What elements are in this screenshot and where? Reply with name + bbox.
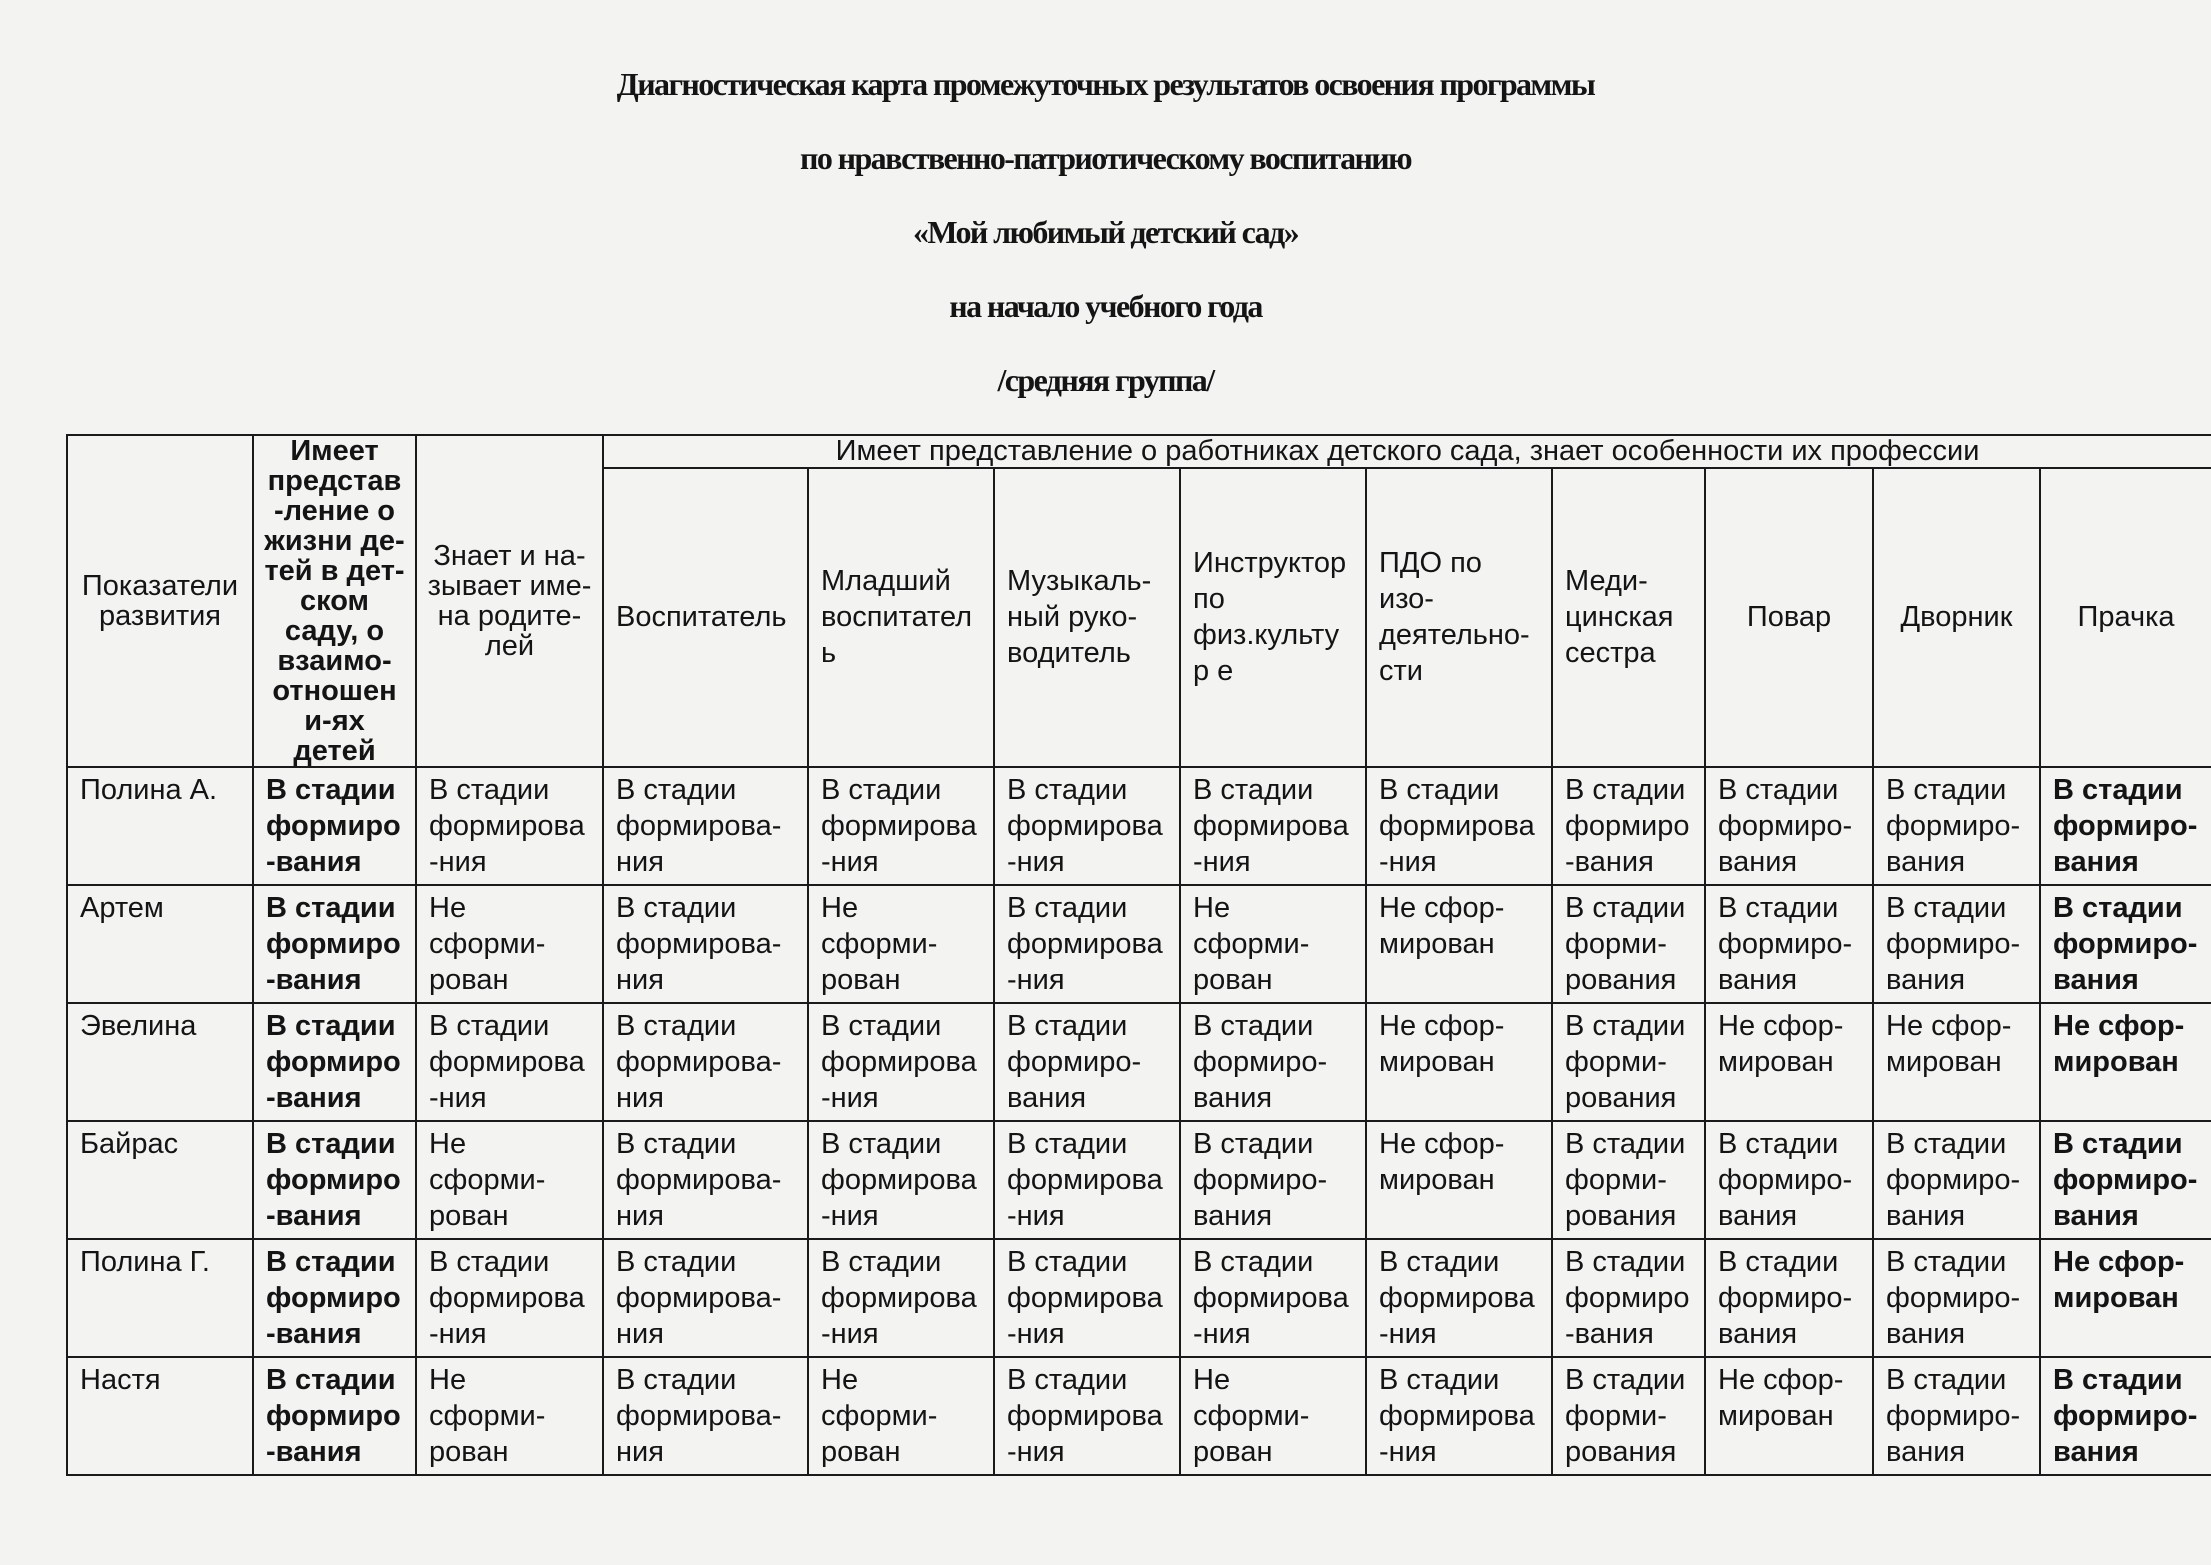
cell-nurse: В стадии форми-рования [1552, 1357, 1705, 1475]
cell-junior-educator: Не сформи-рован [808, 885, 994, 1003]
cell-life: В стадии формиро-вания [253, 1239, 416, 1357]
title-line-5: /средняя группа/ [997, 362, 1214, 398]
cell-parents: Не сформи-рован [416, 1357, 603, 1475]
cell-music-director: В стадии формирова-ния [994, 1357, 1180, 1475]
cell-laundress: В стадии формиро-вания [2040, 767, 2211, 885]
child-name: Настя [67, 1357, 253, 1475]
header-worker-educator: Воспитатель [603, 468, 808, 767]
header-worker-music-director: Музыкаль-ный руко-водитель [994, 468, 1180, 767]
cell-janitor: В стадии формиро-вания [1873, 1121, 2040, 1239]
cell-junior-educator: В стадии формирова-ния [808, 1003, 994, 1121]
cell-parents: В стадии формирова-ния [416, 1003, 603, 1121]
document-title [0, 58, 2211, 428]
header-life-of-children: Имеет представ-ление о жизни де-тей в дет-ском саду, о взаимо-отношени-ях детей [253, 435, 416, 767]
table-row [67, 1121, 2211, 1239]
header-parent-names: Знает и на-зывает име-на родите-лей [416, 435, 603, 767]
cell-parents: В стадии формирова-ния [416, 767, 603, 885]
header-indicators: Показатели развития [67, 435, 253, 767]
cell-educator: В стадии формирова-ния [603, 885, 808, 1003]
cell-life: В стадии формиро-вания [253, 1357, 416, 1475]
cell-laundress: В стадии формиро-вания [2040, 1357, 2211, 1475]
cell-junior-educator: Не сформи-рован [808, 1357, 994, 1475]
cell-junior-educator: В стадии формирова-ния [808, 767, 994, 885]
cell-art-teacher: Не сфор-мирован [1366, 885, 1552, 1003]
cell-nurse: В стадии формиро-вания [1552, 767, 1705, 885]
cell-life: В стадии формиро-вания [253, 767, 416, 885]
header-workers-group: Имеет представление о работниках детского сада, знает особенности их профессии [603, 435, 2211, 468]
header-worker-nurse: Меди-цинская сестра [1552, 468, 1705, 767]
cell-pe-instructor: В стадии формиро-вания [1180, 1121, 1366, 1239]
cell-junior-educator: В стадии формирова-ния [808, 1239, 994, 1357]
cell-life: В стадии формиро-вания [253, 1003, 416, 1121]
cell-nurse: В стадии формиро-вания [1552, 1239, 1705, 1357]
title-line-3: «Мой любимый детский сад» [912, 214, 1299, 250]
cell-laundress: Не сфор-мирован [2040, 1003, 2211, 1121]
cell-pe-instructor: Не сформи-рован [1180, 885, 1366, 1003]
header-worker-janitor: Дворник [1873, 468, 2040, 767]
child-name: Артем [67, 885, 253, 1003]
cell-junior-educator: В стадии формирова-ния [808, 1121, 994, 1239]
cell-educator: В стадии формирова-ния [603, 1003, 808, 1121]
cell-janitor: В стадии формиро-вания [1873, 767, 2040, 885]
cell-laundress: Не сфор-мирован [2040, 1239, 2211, 1357]
cell-laundress: В стадии формиро-вания [2040, 1121, 2211, 1239]
table-row [67, 1357, 2211, 1475]
cell-educator: В стадии формирова-ния [603, 767, 808, 885]
cell-janitor: Не сфор-мирован [1873, 1003, 2040, 1121]
child-name: Эвелина [67, 1003, 253, 1121]
cell-art-teacher: Не сфор-мирован [1366, 1121, 1552, 1239]
cell-music-director: В стадии формирова-ния [994, 1121, 1180, 1239]
cell-music-director: В стадии формиро-вания [994, 1003, 1180, 1121]
header-row-top [67, 435, 2211, 468]
table-row [67, 767, 2211, 885]
cell-music-director: В стадии формирова-ния [994, 767, 1180, 885]
diagnostic-table [66, 434, 2211, 1476]
cell-life: В стадии формиро-вания [253, 1121, 416, 1239]
table-row [67, 1003, 2211, 1121]
header-worker-pe-instructor: Инструктор по физ.культур е [1180, 468, 1366, 767]
cell-parents: Не сформи-рован [416, 885, 603, 1003]
cell-music-director: В стадии формирова-ния [994, 1239, 1180, 1357]
table-row [67, 1239, 2211, 1357]
title-line-2: по нравственно-патриотическому воспитанию [800, 140, 1411, 176]
cell-nurse: В стадии форми-рования [1552, 1003, 1705, 1121]
cell-music-director: В стадии формирова-ния [994, 885, 1180, 1003]
cell-life: В стадии формиро-вания [253, 885, 416, 1003]
cell-cook: В стадии формиро-вания [1705, 1121, 1873, 1239]
cell-educator: В стадии формирова-ния [603, 1121, 808, 1239]
cell-janitor: В стадии формиро-вания [1873, 1357, 2040, 1475]
cell-art-teacher: В стадии формирова-ния [1366, 1239, 1552, 1357]
cell-art-teacher: В стадии формирова-ния [1366, 767, 1552, 885]
header-worker-art-teacher: ПДО по изо-деятельно-сти [1366, 468, 1552, 767]
header-worker-junior-educator: Младший воспитатель [808, 468, 994, 767]
cell-pe-instructor: В стадии формиро-вания [1180, 1003, 1366, 1121]
cell-janitor: В стадии формиро-вания [1873, 885, 2040, 1003]
cell-laundress: В стадии формиро-вания [2040, 885, 2211, 1003]
cell-pe-instructor: Не сформи-рован [1180, 1357, 1366, 1475]
cell-cook: В стадии формиро-вания [1705, 885, 1873, 1003]
cell-janitor: В стадии формиро-вания [1873, 1239, 2040, 1357]
cell-parents: В стадии формирова-ния [416, 1239, 603, 1357]
title-line-4: на начало учебного года [949, 288, 1262, 324]
cell-educator: В стадии формирова-ния [603, 1357, 808, 1475]
cell-pe-instructor: В стадии формирова-ния [1180, 767, 1366, 885]
cell-cook: В стадии формиро-вания [1705, 1239, 1873, 1357]
header-worker-laundress: Прачка [2040, 468, 2211, 767]
cell-cook: Не сфор-мирован [1705, 1357, 1873, 1475]
cell-cook: В стадии формиро-вания [1705, 767, 1873, 885]
cell-pe-instructor: В стадии формирова-ния [1180, 1239, 1366, 1357]
cell-educator: В стадии формирова-ния [603, 1239, 808, 1357]
cell-cook: Не сфор-мирован [1705, 1003, 1873, 1121]
cell-art-teacher: Не сфор-мирован [1366, 1003, 1552, 1121]
title-line-1: Диагностическая карта промежуточных результатов освоения программы [616, 66, 1595, 102]
cell-nurse: В стадии форми-рования [1552, 1121, 1705, 1239]
cell-parents: Не сформи-рован [416, 1121, 603, 1239]
cell-art-teacher: В стадии формирова-ния [1366, 1357, 1552, 1475]
child-name: Байрас [67, 1121, 253, 1239]
child-name: Полина Г. [67, 1239, 253, 1357]
child-name: Полина А. [67, 767, 253, 885]
cell-nurse: В стадии форми-рования [1552, 885, 1705, 1003]
table-row [67, 885, 2211, 1003]
header-worker-cook: Повар [1705, 468, 1873, 767]
